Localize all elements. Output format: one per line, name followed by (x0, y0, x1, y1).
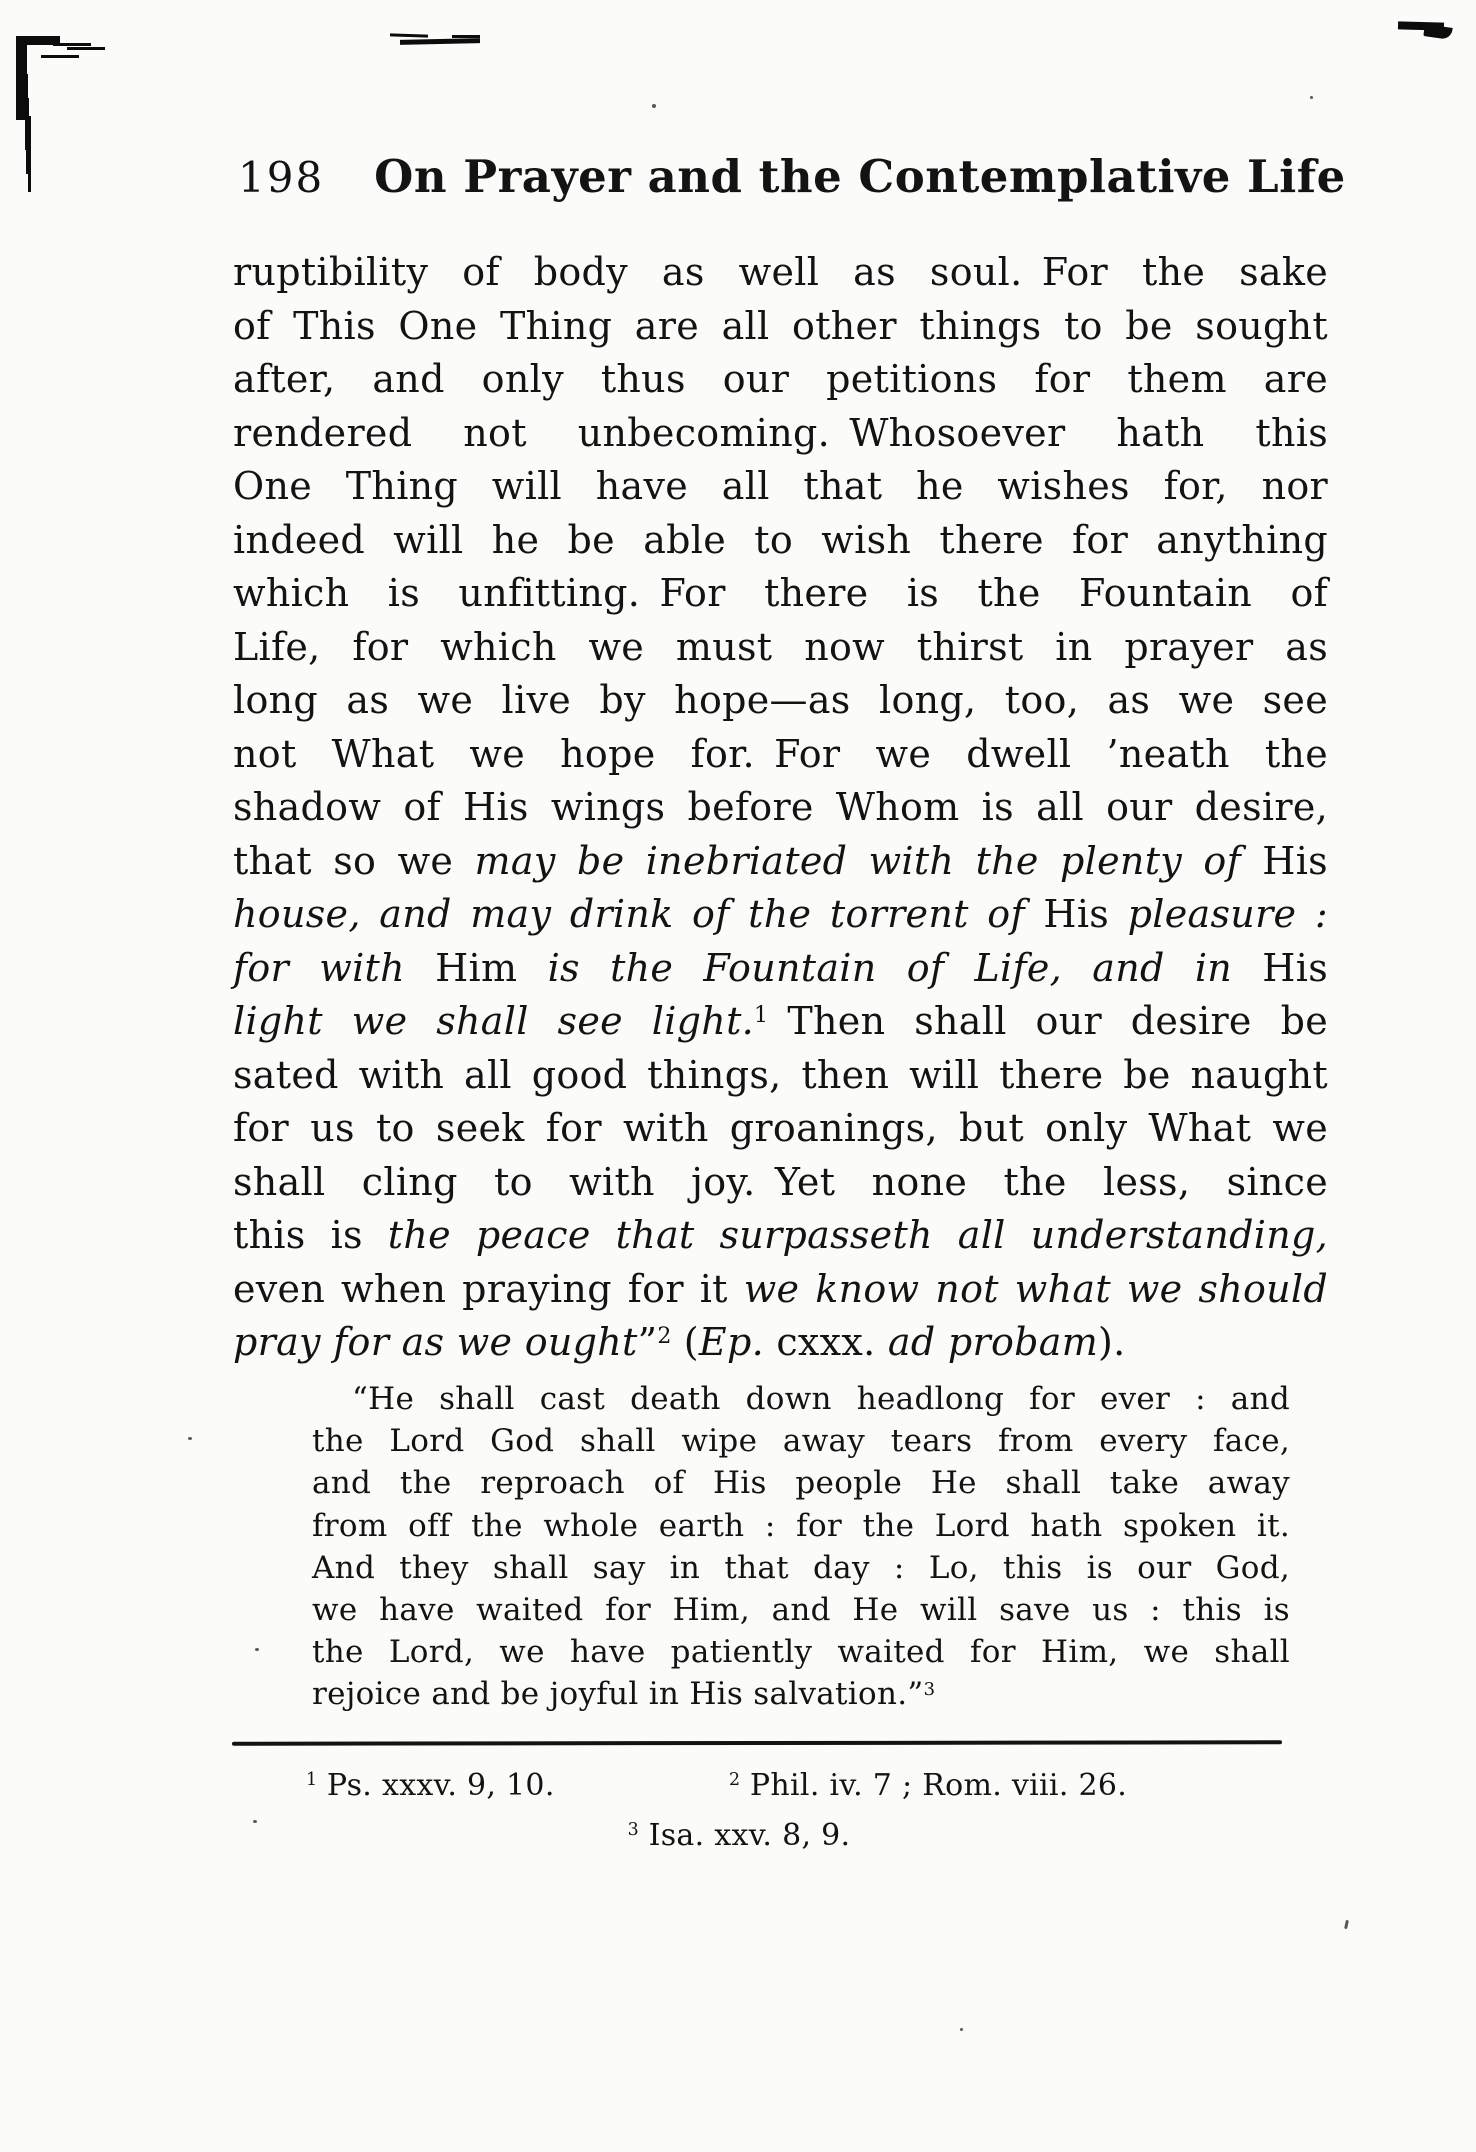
footnote-marker: 3 (627, 1820, 639, 1841)
text-line: One Thing will have all that he wishes for, nor (233, 464, 1328, 508)
scan-artifact-top-left-bracket (16, 36, 27, 120)
footnote-text: Ps. xxxv. 9, 10. (326, 1768, 555, 1803)
text-line: from off the whole earth : for the Lord hath spoken it. (312, 1507, 1290, 1544)
text-line: long as we live by hope—as long, too, as we see (233, 678, 1328, 722)
scan-speck (1310, 96, 1313, 99)
scripture-blockquote (312, 1378, 1290, 1716)
text-line: rendered not unbecoming. Whosoever hath this (233, 410, 1328, 455)
footnote-marker: 1 (306, 1770, 318, 1791)
text-line: that so we may be inebriated with the plenty of His (233, 838, 1328, 883)
text-line: after, and only thus our petitions for them are (233, 357, 1328, 401)
footnote-row (214, 1818, 1264, 1853)
footnote-marker: 2 (729, 1770, 741, 1791)
text-line: light we shall see light.$^1$ Then shall our desire be (233, 999, 1328, 1043)
text-line: rejoice and be joyful in His salvation.”$^3$ (312, 1676, 935, 1713)
text-line: sated with all good things, then will there be naught (233, 1052, 1328, 1097)
text-line: and the reproach of His people He shall take away (312, 1465, 1290, 1502)
footnote-row (232, 1768, 1282, 1818)
text-line: And they shall say in that day : Lo, this is our God, (312, 1549, 1290, 1586)
footnote-text: Phil. iv. 7 ; Rom. viii. 26. (749, 1768, 1128, 1803)
text-line: pray for as we ought”$^2$ (Ep. cxxx. ad probam). (233, 1320, 1126, 1364)
scan-artifact-top-smudge (400, 38, 480, 45)
text-line: shall cling to with joy. Yet none the less, since (233, 1159, 1328, 1204)
text-line: not What we hope for. For we dwell ’neath the (233, 731, 1328, 776)
text-line: even when praying for it we know not what we should (233, 1266, 1329, 1311)
text-line: indeed will he be able to wish there for anything (233, 517, 1328, 562)
text-line: shadow of His wings before Whom is all our desire, (233, 785, 1328, 829)
page-number: 198 (238, 153, 325, 202)
scan-artifact-top-smudge (452, 35, 480, 38)
text-line: the Lord, we have patiently waited for Him, we shall (312, 1634, 1290, 1671)
text-line: we have waited for Him, and He will save us : this is (312, 1592, 1290, 1629)
scan-speck (255, 1648, 259, 1651)
scan-artifact-top-left-smear (16, 36, 60, 45)
scan-artifact-top-smudge (390, 33, 428, 37)
text-line: Life, for which we must now thirst in prayer as (233, 624, 1328, 669)
text-line: for us to seek for with groanings, but only What we (233, 1106, 1328, 1150)
text-line: which is unfitting. For there is the Fountain of (233, 571, 1328, 615)
scan-speck (188, 1437, 192, 1440)
text-line: house, and may drink of the torrent of His pleasure : (233, 892, 1329, 936)
text-line: for with Him is the Fountain of Life, and in His (233, 945, 1329, 990)
footnote-rule (232, 1740, 1282, 1745)
footnote-text: Isa. xxv. 8, 9. (648, 1818, 851, 1853)
footnotes (232, 1768, 1282, 1853)
text-line: “He shall cast death down headlong for ever : and (352, 1381, 1290, 1417)
text-line: this is the peace that surpasseth all understanding, (233, 1213, 1328, 1257)
page-header (238, 150, 1346, 203)
footnote-2 (729, 1768, 1127, 1803)
text-line: of This One Thing are all other things to be sought (233, 303, 1328, 348)
text-line: the Lord God shall wipe away tears from every face, (312, 1423, 1290, 1460)
footnote-3 (628, 1818, 851, 1853)
main-paragraph (233, 246, 1328, 1370)
running-title: On Prayer and the Contemplative Life (374, 150, 1346, 203)
scan-artifact-top-right-blotch (1423, 24, 1452, 40)
scan-speck (1344, 1920, 1349, 1929)
scan-speck (960, 2028, 963, 2031)
text-line: ruptibility of body as well as soul. For the sake (233, 250, 1328, 294)
footnote-1 (306, 1768, 555, 1803)
scan-speck (652, 104, 656, 108)
